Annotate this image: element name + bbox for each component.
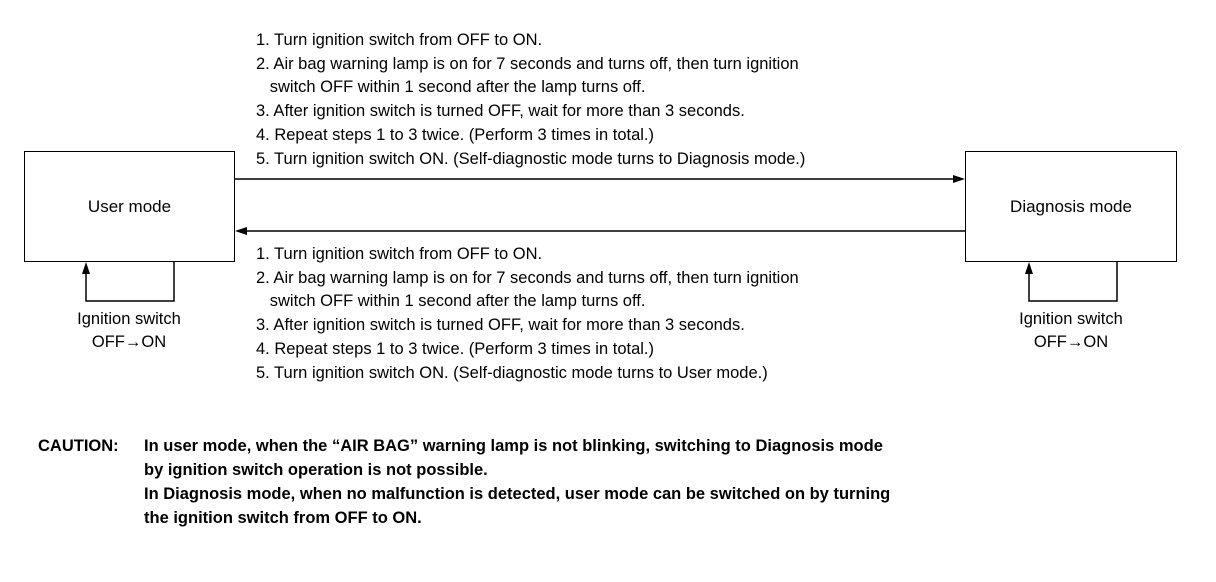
- caution-line: the ignition switch from OFF to ON.: [144, 509, 422, 527]
- to-user-step: 2. Air bag warning lamp is on for 7 seconds and turns off, then turn ignition: [256, 268, 799, 287]
- user-ignition-switch-label: [39, 308, 219, 354]
- to-user-step: switch OFF within 1 second after the lamp turns off.: [256, 292, 646, 311]
- to-diagnosis-step: 4. Repeat steps 1 to 3 twice. (Perform 3 times in total.): [256, 125, 654, 144]
- user-loop-line: [86, 262, 174, 301]
- user-mode-box: [24, 151, 235, 262]
- diag-loop-arrowhead: [1025, 262, 1033, 274]
- user-switch-line2: OFF→ON: [91, 333, 167, 351]
- user-mode-label: User mode: [87, 196, 172, 216]
- to-diagnosis-step: switch OFF within 1 second after the lamp turns off.: [256, 78, 646, 97]
- to-user-step: 4. Repeat steps 1 to 3 twice. (Perform 3 times in total.): [256, 339, 654, 358]
- to-diagnosis-step: 3. After ignition switch is turned OFF, wait for more than 3 seconds.: [256, 102, 745, 121]
- caution-line: In Diagnosis mode, when no malfunction is detected, user mode can be switched on by turning: [144, 485, 891, 503]
- arrow-to-user-head: [235, 227, 247, 235]
- diagnosis-mode-label: Diagnosis mode: [1010, 196, 1132, 216]
- to-diagnosis-steps: [256, 29, 805, 171]
- caution-text: [144, 434, 1144, 530]
- diag-loop-line: [1029, 262, 1117, 301]
- to-diagnosis-step: 1. Turn ignition switch from OFF to ON.: [256, 31, 543, 49]
- caution-label: CAUTION:: [38, 437, 119, 455]
- caution-line: by ignition switch operation is not possible.: [144, 461, 488, 479]
- caution-line: In user mode, when the “AIR BAG” warning lamp is not blinking, switching to Diagnosis mode: [144, 437, 883, 455]
- diag-switch-line1: Ignition switch: [1019, 310, 1123, 328]
- user-switch-line1: Ignition switch: [77, 310, 181, 328]
- to-user-step: 1. Turn ignition switch from OFF to ON.: [256, 245, 543, 263]
- to-user-steps: [256, 243, 799, 385]
- to-diagnosis-step: 5. Turn ignition switch ON. (Self-diagnostic mode turns to Diagnosis mode.): [256, 149, 806, 168]
- diagnosis-ignition-switch-label: [981, 308, 1161, 354]
- diag-switch-line2: OFF→ON: [1033, 333, 1109, 351]
- to-user-step: 3. After ignition switch is turned OFF, wait for more than 3 seconds.: [256, 316, 745, 335]
- to-diagnosis-step: 2. Air bag warning lamp is on for 7 seconds and turns off, then turn ignition: [256, 54, 799, 73]
- diagnosis-mode-box: [965, 151, 1177, 262]
- to-user-step: 5. Turn ignition switch ON. (Self-diagnostic mode turns to User mode.): [256, 363, 768, 382]
- user-loop-arrowhead: [82, 262, 90, 274]
- arrow-to-diagnosis-head: [953, 175, 965, 183]
